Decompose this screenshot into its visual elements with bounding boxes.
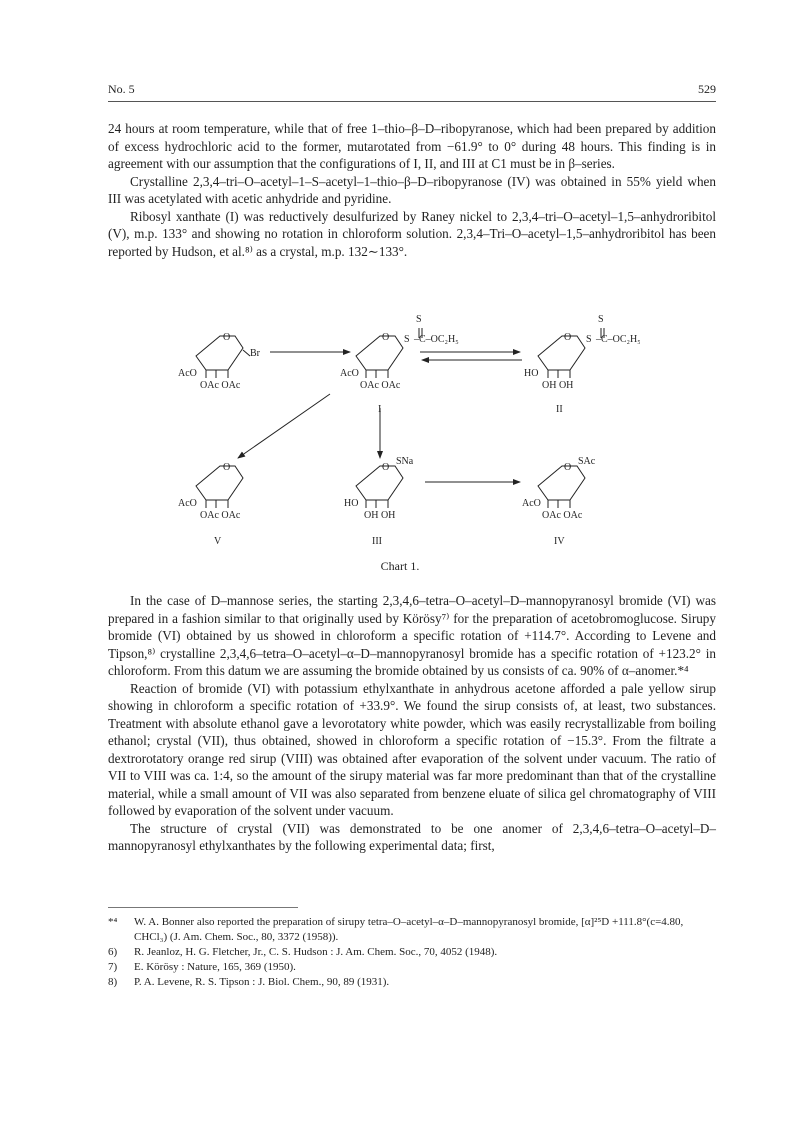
page-number: 529 — [698, 82, 716, 96]
paragraph: In the case of D–mannose series, the starting 2,3,4,6–tetra–O–acetyl–D–mannopyranosyl bromide (VI) was prepared in a fashion similar to that originally used by Körösy⁷⁾ for the preparation of acetobromoglucose. Sirupy bromide (VI) obtained by us showed in chloroform a specific rotation of +114.7°. According to Levene and Tipson,⁸⁾ crystalline 2,3,4,6–tetra–O–acetyl–α–D–mannopyranosyl bromide has a specific rotation of +123.2° in chloroform. From this datum we are assuming the bromide obtained by us consists of ca. 90% of α–anomer.*⁴ — [108, 593, 716, 678]
compound-number: IV — [554, 536, 565, 547]
paragraph: Crystalline 2,3,4–tri–O–acetyl–1–S–acetyl–1–thio–β–D–ribopyranose (IV) was obtained in 55% yield when III was acetylated with acetic anhydride and pyridine. — [108, 173, 716, 206]
ring-oxygen: O — [223, 332, 231, 343]
sna-label: SNa — [396, 456, 414, 467]
ring-oxygen: O — [223, 462, 231, 473]
footnote — [108, 975, 716, 990]
footnote-rule — [108, 907, 298, 908]
pyranose-ring — [538, 466, 585, 500]
bottom-text-block — [108, 592, 716, 855]
footnote-key: 6) — [108, 946, 118, 958]
footnote-key: 8) — [108, 976, 118, 988]
pyranose-ring — [356, 466, 403, 500]
ring-oxygen: O — [382, 332, 390, 343]
bromine-label: Br — [250, 348, 260, 359]
sulfur-label: S — [404, 334, 410, 345]
oac-label: OAc OAc — [542, 510, 583, 521]
header-rule — [108, 101, 716, 102]
footnote-text: W. A. Bonner also reported the preparation of sirupy tetra–O–acetyl–α–D–mannopyranosyl bromide, [α]²⁵D +111.8°(c=4.80, CHCl₃) (J. Am. Chem. Soc., 80, 3372 (1958)). — [134, 916, 684, 943]
xanthate-label: –C–OC₂H₅ — [596, 334, 640, 345]
aco-label: AcO — [522, 498, 541, 509]
oac-label: OAc OAc — [200, 510, 241, 521]
footnote — [108, 915, 716, 945]
ho-label: HO — [524, 368, 539, 379]
running-header — [108, 82, 716, 96]
ring-oxygen: O — [564, 332, 572, 343]
compound-number: III — [372, 536, 382, 547]
journal-issue: No. 5 — [108, 82, 135, 96]
pyranose-ring — [196, 466, 243, 500]
footnote-text: R. Jeanloz, H. G. Fletcher, Jr., C. S. Hudson : J. Am. Chem. Soc., 70, 4052 (1948). — [134, 946, 498, 958]
sulfur-label: S — [586, 334, 592, 345]
sac-label: SAc — [578, 456, 596, 467]
pyranose-ring — [538, 336, 585, 370]
aco-label: AcO — [178, 498, 197, 509]
compound-number: I — [378, 404, 382, 415]
ring-oxygen: O — [564, 462, 572, 473]
ring-bonds — [206, 370, 228, 378]
pyranose-ring — [196, 336, 243, 370]
oac-label: OAc OAc — [360, 380, 401, 391]
sulfur-label: S — [598, 314, 604, 325]
top-text-block — [108, 120, 716, 260]
aco-label: AcO — [178, 368, 197, 379]
footnote — [108, 960, 716, 975]
paragraph: Ribosyl xanthate (I) was reductively desulfurized by Raney nickel to 2,3,4–tri–O–acetyl–1,5–anhydroribitol (V), m.p. 133° and showing no rotation in chloroform solution. 2,3,4–Tri–O–acetyl–1,5–anhydroribitol has been reported by Hudson, et al.⁸⁾ as a crystal, m.p. 132∼133°. — [108, 208, 716, 259]
ho-label: HO — [344, 498, 359, 509]
compound-number: V — [214, 536, 222, 547]
reaction-scheme-svg — [160, 308, 640, 588]
footnote — [108, 945, 716, 960]
oac-label: OAc OAc — [200, 380, 241, 391]
footnote-key: *⁴ — [108, 916, 118, 928]
reaction-scheme — [160, 308, 640, 588]
footnote-text: E. Körösy : Nature, 165, 369 (1950). — [134, 961, 296, 973]
chart-caption: Chart 1. — [380, 559, 420, 573]
paragraph: Reaction of bromide (VI) with potassium ethylxanthate in anhydrous acetone afforded a pale yellow sirup showing in chloroform a specific rotation of +33.9°. We found the sirup consists of, at least, two substances. Treatment with absolute ethanol gave a levorotatory white powder, which was easily recrystallizable from boiling ethanol; crystal (VII), thus obtained, showed in chloroform a specific rotation of −15.3°. From the filtrate a dextrorotatory orange red sirup (VIII) was obtained after evaporation of the solvent under vacuum. The ratio of VII to VIII was ca. 1:4, so the amount of the sirupy material was far more predominant than that of the crystalline material, while a small amount of VII was also separated from benzene eluate of silica gel chromatography of VIII followed by evaporation of the solvent under vacuum. — [108, 680, 716, 818]
aco-label: AcO — [340, 368, 359, 379]
footnote-key: 7) — [108, 961, 118, 973]
reaction-arrow — [238, 394, 330, 458]
footnote-text: P. A. Levene, R. S. Tipson : J. Biol. Chem., 90, 89 (1931). — [134, 976, 390, 988]
ring-oxygen: O — [382, 462, 390, 473]
pyranose-ring — [356, 336, 403, 370]
oh-label: OH OH — [364, 510, 396, 521]
footnotes — [108, 915, 716, 990]
paragraph: 24 hours at room temperature, while that of free 1–thio–β–D–ribopyranose, which had been prepared by addition of excess hydrochloric acid to the former, mutarotated from −61.9° to 0° during 48 hours. This finding is in agreement with our assumption that the configurations of I, II, and III at C1 must be in β–series. — [108, 121, 716, 171]
sulfur-label: S — [416, 314, 422, 325]
compound-number: II — [556, 404, 563, 415]
oh-label: OH OH — [542, 380, 574, 391]
paragraph: The structure of crystal (VII) was demonstrated to be one anomer of 2,3,4,6–tetra–O–acetyl–D–mannopyranosyl ethylxanthates by the following experimental data; first, — [108, 820, 716, 853]
xanthate-label: –C–OC₂H₅ — [414, 334, 459, 345]
